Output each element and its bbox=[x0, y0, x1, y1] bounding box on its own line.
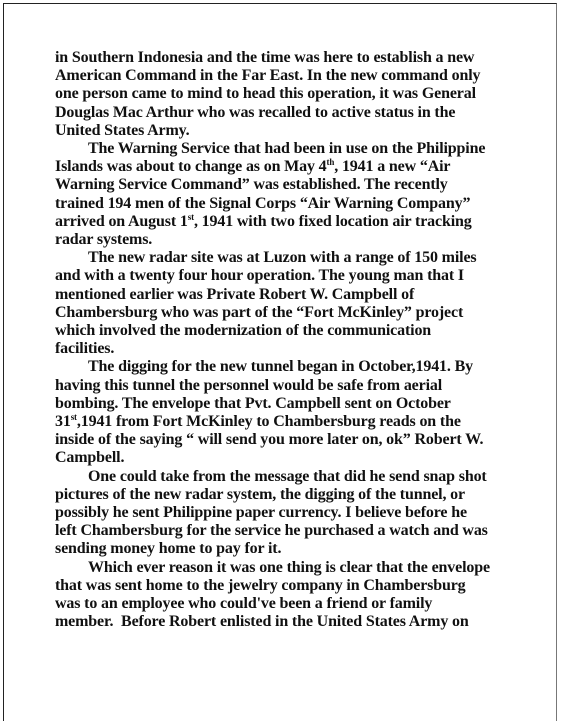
text-line bbox=[55, 449, 525, 467]
text-run: United States Army. bbox=[55, 121, 190, 139]
text-line bbox=[55, 49, 525, 67]
document-body bbox=[55, 49, 525, 632]
text-run: Islands was about to change as on May 4 bbox=[55, 158, 327, 176]
text-run: Campbell. bbox=[55, 449, 125, 467]
text-line bbox=[55, 195, 525, 213]
text-line bbox=[55, 522, 525, 540]
text-run: Douglas Mac Arthur who was recalled to active status in the bbox=[55, 103, 456, 121]
text-line bbox=[55, 486, 525, 504]
text-line bbox=[55, 340, 525, 358]
paragraph bbox=[55, 559, 525, 632]
text-line bbox=[55, 613, 525, 631]
text-run: that was sent home to the jewelry company in Chambersburg bbox=[55, 576, 466, 594]
text-run: Which ever reason it was one thing is clear that the envelope bbox=[88, 558, 490, 576]
text-run: One could take from the message that did he send snap shot bbox=[88, 467, 487, 485]
text-line bbox=[55, 176, 525, 194]
text-run: left Chambersburg for the service he purchased a watch and was bbox=[55, 522, 488, 540]
paragraph bbox=[55, 49, 525, 140]
text-run: radar systems. bbox=[55, 231, 153, 249]
text-run: pictures of the new radar system, the digging of the tunnel, or bbox=[55, 485, 465, 503]
text-run: Chambersburg who was part of the “Fort McKinley” project bbox=[55, 303, 464, 321]
superscript: st bbox=[187, 211, 194, 222]
text-line bbox=[55, 595, 525, 613]
text-line bbox=[55, 85, 525, 103]
text-run: and with a twenty four hour operation. The young man that I bbox=[55, 267, 464, 285]
text-run: The new radar site was at Luzon with a range of 150 miles bbox=[88, 249, 477, 267]
text-line bbox=[55, 577, 525, 595]
text-run: inside of the saying “ will send you more later on, ok” Robert W. bbox=[55, 431, 484, 449]
text-line bbox=[55, 304, 525, 322]
text-run: bombing. The envelope that Pvt. Campbell sent on October bbox=[55, 394, 451, 412]
text-run: American Command in the Far East. In the new command only bbox=[55, 67, 481, 85]
superscript: st bbox=[70, 412, 77, 423]
text-line bbox=[55, 358, 525, 376]
text-line bbox=[55, 122, 525, 140]
text-line bbox=[55, 213, 525, 231]
text-run: possibly he sent Philippine paper currency. I believe before he bbox=[55, 504, 467, 522]
text-run: member. Before Robert enlisted in the United States Army on bbox=[55, 613, 469, 631]
text-run: mentioned earlier was Private Robert W. Campbell of bbox=[55, 285, 415, 303]
text-line bbox=[55, 504, 525, 522]
text-run: The digging for the new tunnel began in October,1941. By bbox=[88, 358, 473, 376]
paragraph bbox=[55, 140, 525, 249]
text-line bbox=[55, 286, 525, 304]
text-run: facilities. bbox=[55, 340, 115, 358]
text-line bbox=[55, 249, 525, 267]
text-line bbox=[55, 377, 525, 395]
text-line bbox=[55, 395, 525, 413]
text-run: trained 194 men of the Signal Corps “Air Warning Company” bbox=[55, 194, 471, 212]
text-line bbox=[55, 413, 525, 431]
text-run: , 1941 a new “Air bbox=[334, 158, 451, 176]
text-run: which involved the modernization of the communication bbox=[55, 322, 432, 340]
text-line bbox=[55, 231, 525, 249]
text-run: The Warning Service that had been in use on the Philippine bbox=[88, 140, 486, 158]
text-run: was to an employee who could've been a friend or family bbox=[55, 595, 433, 613]
text-run: sending money home to pay for it. bbox=[55, 540, 282, 558]
text-line bbox=[55, 140, 525, 158]
text-line bbox=[55, 431, 525, 449]
text-line bbox=[55, 468, 525, 486]
text-run: , 1941 with two fixed location air tracking bbox=[193, 212, 472, 230]
text-run: one person came to mind to head this operation, it was General bbox=[55, 85, 476, 103]
text-line bbox=[55, 67, 525, 85]
text-line bbox=[55, 158, 525, 176]
text-line bbox=[55, 267, 525, 285]
paragraph bbox=[55, 249, 525, 358]
text-line bbox=[55, 104, 525, 122]
text-run: having this tunnel the personnel would be safe from aerial bbox=[55, 376, 443, 394]
text-run: ,1941 from Fort McKinley to Chambersburg reads on the bbox=[76, 413, 461, 431]
superscript: th bbox=[326, 157, 335, 168]
text-run: arrived on August 1 bbox=[55, 212, 188, 230]
paragraph bbox=[55, 358, 525, 467]
text-run: in Southern Indonesia and the time was here to establish a new bbox=[55, 49, 475, 66]
text-line bbox=[55, 559, 525, 577]
text-run: 31 bbox=[55, 413, 71, 431]
text-line bbox=[55, 540, 525, 558]
text-run: Warning Service Command” was established. The recently bbox=[55, 176, 448, 194]
paragraph bbox=[55, 468, 525, 559]
text-line bbox=[55, 322, 525, 340]
